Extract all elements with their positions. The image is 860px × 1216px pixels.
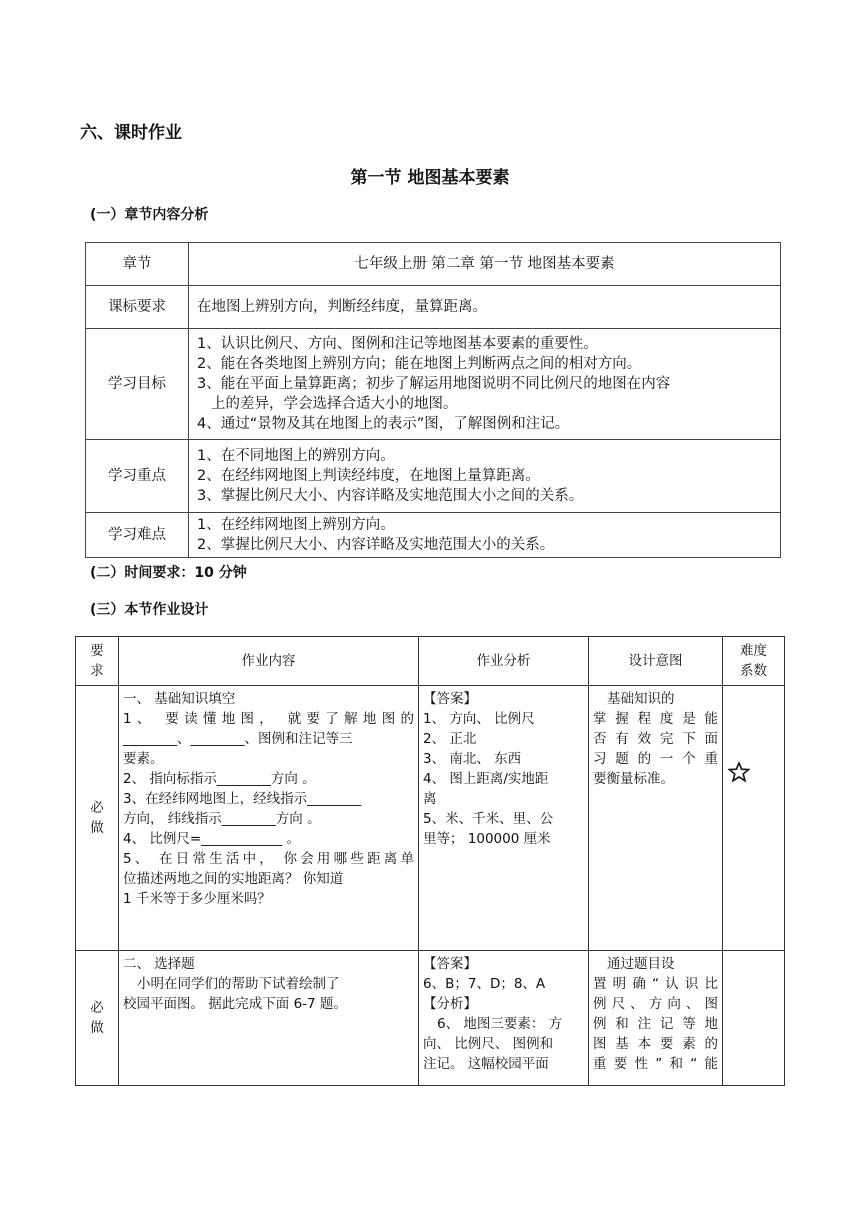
text-line: 里等； 100000 厘米 <box>423 831 551 847</box>
subsection-homework-design: (三）本节作业设计 <box>90 602 209 618</box>
table-header-row <box>76 637 785 686</box>
table-row <box>86 440 781 513</box>
text-line: 例和注记等地 <box>593 1016 718 1032</box>
text-line: 1、 要读懂地图， 就要了解地图的 <box>123 711 414 727</box>
difficulty-cell <box>723 686 785 951</box>
subsection-content-analysis: (一）章节内容分析 <box>90 207 209 223</box>
text-line: 1、在经纬网地图上辨别方向。 <box>197 517 395 533</box>
text-line: 2、能在各类地图上辨别方向；能在地图上判断两点之间的相对方向。 <box>197 356 642 372</box>
text-line: 校园平面图。 据此完成下面 6-7 题。 <box>123 996 347 1012</box>
text-line: 要素。 <box>123 751 164 767</box>
text-line: 例尺、方向、图 <box>593 996 718 1012</box>
difficulty-cell <box>723 951 785 1086</box>
text-line: 离 <box>423 791 437 807</box>
analysis-cell <box>419 951 589 1086</box>
text-line: 注记。 这幅校园平面 <box>423 1056 549 1072</box>
text-line: 3、 南北、 东西 <box>423 751 522 767</box>
text-line: 1、 方向、 比例尺 <box>423 711 535 727</box>
text-line: 掌握程度是能 <box>593 711 718 727</box>
text-line: 【答案】 <box>423 956 477 972</box>
requirement-cell: 必做 <box>76 686 119 951</box>
text-line: 6、 地图三要素： 方 <box>437 1016 563 1032</box>
text-line: 4、 比例尺=____________ 。 <box>123 831 300 847</box>
text-line: 在地图上辨别方向，判断经纬度，量算距离。 <box>197 299 487 315</box>
text-line: 位描述两地之间的实地距离？ 你知道 <box>123 871 344 887</box>
text-line: 向、 比例尺、 图例和 <box>423 1036 554 1052</box>
text-line: 一、 基础知识填空 <box>123 691 236 707</box>
content-cell <box>119 951 419 1086</box>
table-row <box>76 686 785 951</box>
text-line: 3、能在平面上量算距离；初步了解运用地图说明不同比例尺的地图在内容 <box>197 376 671 392</box>
table-label: 课标要求 <box>86 286 189 329</box>
content-cell <box>119 686 419 951</box>
intent-cell <box>589 951 723 1086</box>
text-line: 1、在不同地图上的辨别方向。 <box>197 448 395 464</box>
text-line: 小明在同学们的帮助下试着绘制了 <box>137 976 340 992</box>
text-line: 1 千米等于多少厘米吗？ <box>123 891 271 907</box>
text-line: 【答案】 <box>423 691 477 707</box>
text-line: 上的差异，学会选择合适大小的地图。 <box>211 396 458 412</box>
table-label: 章节 <box>86 243 189 286</box>
text-line: 2、在经纬网地图上判读经纬度，在地图上量算距离。 <box>197 468 540 484</box>
text-line: 否有效完下面 <box>593 731 718 747</box>
text-line: 方向， 纬线指示________方向 。 <box>123 811 321 827</box>
text-line: 3、在经纬网地图上，经线指示________ <box>123 791 362 807</box>
intent-cell <box>589 686 723 951</box>
text-line: 图基本要素的 <box>593 1036 718 1052</box>
subsection-time-requirement: (二）时间要求：10 分钟 <box>90 565 247 581</box>
text-line: 4、 图上距离/实地距 <box>423 771 549 787</box>
table-row <box>86 329 781 440</box>
text-line: 4、通过“景物及其在地图上的表示”图，了解图例和注记。 <box>197 416 570 432</box>
table-value <box>189 513 781 558</box>
table-value: 七年级上册 第二章 第一节 地图基本要素 <box>189 243 781 286</box>
table-row <box>76 951 785 1086</box>
text-line: 【分析】 <box>423 996 477 1012</box>
table-row <box>86 286 781 329</box>
table-row <box>86 513 781 558</box>
table-value <box>189 286 781 329</box>
text-line: 习题的一个重 <box>593 751 718 767</box>
text-line: 2、掌握比例尺大小、内容详略及实地范围大小的关系。 <box>197 537 555 553</box>
table-value <box>189 440 781 513</box>
header-analysis: 作业分析 <box>419 637 589 686</box>
text-line: 2、 指向标指示________方向 。 <box>123 771 316 787</box>
text-line: 通过题目设 <box>607 956 675 972</box>
text-line: ________、________、图例和注记等三 <box>123 731 353 747</box>
homework-design-table <box>75 636 785 1086</box>
analysis-cell <box>419 686 589 951</box>
text-line: 2、 正北 <box>423 731 477 747</box>
text-line: 基础知识的 <box>607 691 675 707</box>
lesson-title: 第一节 地图基本要素 <box>350 168 510 188</box>
table-value <box>189 329 781 440</box>
header-difficulty: 难度系数 <box>723 637 785 686</box>
table-row <box>86 243 781 286</box>
header-intent: 设计意图 <box>589 637 723 686</box>
text-line: 要衡量标准。 <box>593 771 674 787</box>
text-line: 5、米、千米、里、公 <box>423 811 554 827</box>
header-content: 作业内容 <box>119 637 419 686</box>
text-line: 3、掌握比例尺大小、内容详略及实地范围大小之间的关系。 <box>197 488 584 504</box>
star-outline-icon <box>727 761 751 785</box>
text-line: 置明确“认识比 <box>593 976 718 992</box>
chapter-analysis-table <box>85 242 781 558</box>
text-line: 1、认识比例尺、方向、图例和注记等地图基本要素的重要性。 <box>197 336 598 352</box>
table-label: 学习目标 <box>86 329 189 440</box>
table-label: 学习重点 <box>86 440 189 513</box>
text-line: 5、 在日常生活中， 你会用哪些距离单 <box>123 851 414 867</box>
table-label: 学习难点 <box>86 513 189 558</box>
requirement-cell: 必做 <box>76 951 119 1086</box>
section-title: 六、课时作业 <box>80 123 182 143</box>
text-line: 6、B；7、D；8、A <box>423 976 546 992</box>
text-line: 重要性”和“能 <box>593 1056 718 1072</box>
text-line: 二、 选择题 <box>123 956 195 972</box>
header-requirement: 要求 <box>76 637 119 686</box>
